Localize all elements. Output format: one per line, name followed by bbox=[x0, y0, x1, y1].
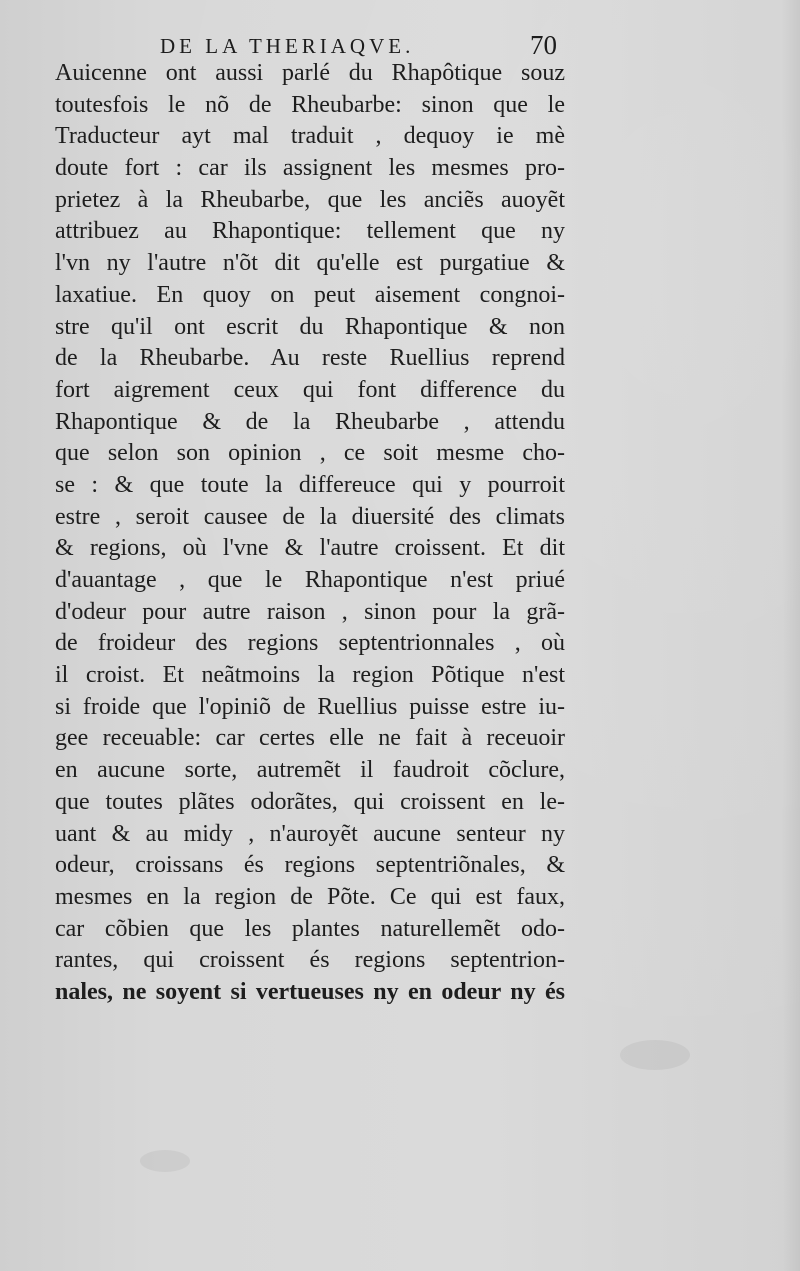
text-line: estre , seroit causee de la diuersité des climats bbox=[55, 503, 565, 530]
text-line: gee receuable: car certes elle ne fait à receuoir bbox=[55, 725, 565, 752]
text-line: mesmes en la region de Põte. Ce qui est faux, bbox=[55, 883, 565, 910]
text-line: si froide que l'opiniõ de Ruellius puisse estre iu- bbox=[55, 693, 565, 720]
text-line: de la Rheubarbe. Au reste Ruellius reprend bbox=[55, 345, 565, 372]
text-line: fort aigrement ceux qui font difference du bbox=[55, 376, 565, 403]
text-line: Traducteur ayt mal traduit , dequoy ie mè bbox=[55, 123, 565, 150]
text-line: laxatiue. En quoy on peut aisement congnoi- bbox=[55, 281, 565, 308]
running-head: DE LA THERIAQVE. bbox=[160, 34, 415, 58]
text-line: Rhapontique & de la Rheubarbe , attendu bbox=[55, 408, 565, 435]
page-edge-shadow bbox=[782, 0, 800, 1271]
text-line: se : & que toute la differeuce qui y pourroit bbox=[55, 471, 565, 498]
text-line: Auicenne ont aussi parlé du Rhapôtique souz bbox=[55, 60, 565, 86]
text-line: d'odeur pour autre raison , sinon pour la grã- bbox=[55, 598, 565, 625]
text-line: il croist. Et neãtmoins la region Põtique n'est bbox=[55, 662, 565, 689]
text-line: & regions, où l'vne & l'autre croissent. Et dit bbox=[55, 535, 565, 562]
paper-stain bbox=[620, 1040, 690, 1070]
text-line: d'auantage , que le Rhapontique n'est priué bbox=[55, 567, 565, 593]
text-line: uant & au midy , n'auroyẽt aucune senteur ny bbox=[55, 820, 565, 847]
text-line: rantes, qui croissent és regions septentrion- bbox=[55, 947, 565, 974]
text-line: odeur, croissans és regions septentriõnales, & bbox=[55, 852, 565, 879]
text-line: prietez à la Rheubarbe, que les anciẽs auoyẽt bbox=[55, 186, 565, 213]
text-line: nales, ne soyent si vertueuses ny en odeur ny és bbox=[55, 978, 565, 1005]
text-line: car cõbien que les plantes naturellemẽt odo- bbox=[55, 915, 565, 942]
text-line: de froideur des regions septentrionnales , où bbox=[55, 630, 565, 657]
text-line: doute fort : car ils assignent les mesmes pro- bbox=[55, 155, 565, 182]
body-text bbox=[55, 58, 565, 1009]
text-line: que selon son opinion , ce soit mesme cho- bbox=[55, 440, 565, 467]
page-number: 70 bbox=[530, 30, 557, 60]
text-line: stre qu'il ont escrit du Rhapontique & non bbox=[55, 313, 565, 340]
text-line: l'vn ny l'autre n'õt dit qu'elle est purgatiue & bbox=[55, 250, 565, 277]
text-line: que toutes plãtes odorãtes, qui croissent en le- bbox=[55, 788, 565, 815]
text-line: en aucune sorte, autremẽt il faudroit cõclure, bbox=[55, 757, 565, 784]
text-line: attribuez au Rhapontique: tellement que ny bbox=[55, 218, 565, 245]
text-line: toutesfois le nõ de Rheubarbe: sinon que le bbox=[55, 91, 565, 118]
paper-stain bbox=[140, 1150, 190, 1172]
